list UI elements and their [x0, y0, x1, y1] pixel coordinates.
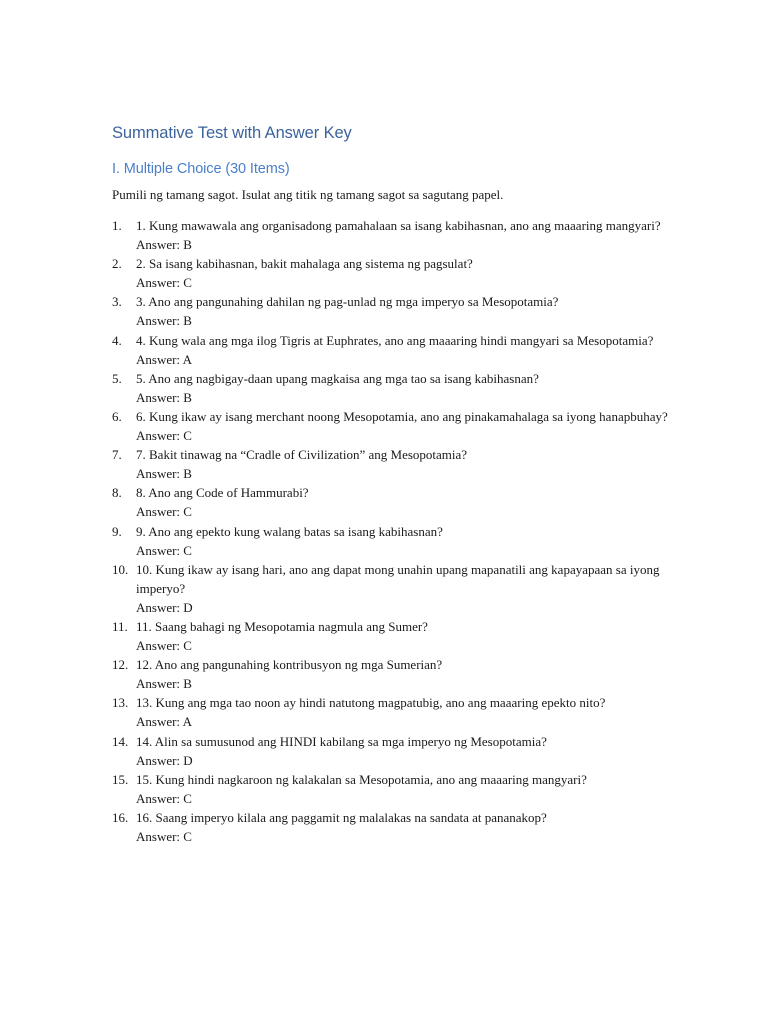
question-number: 11.	[112, 618, 128, 634]
question-text: 4. Kung wala ang mga ilog Tigris at Euphrates, ano ang maaaring hindi mangyari sa Mesopotamia?	[136, 332, 654, 348]
question-number: 10.	[112, 561, 129, 577]
question-item	[112, 655, 672, 693]
question-item	[112, 617, 672, 655]
question-number: 14.	[112, 733, 129, 749]
question-number: 13.	[112, 695, 129, 711]
question-text: 8. Ano ang Code of Hammurabi?	[136, 485, 309, 501]
answer-key: Answer: B	[136, 237, 192, 253]
question-number: 3.	[112, 294, 122, 310]
question-text: 6. Kung ikaw ay isang merchant noong Mesopotamia, ano ang pinakamahalaga sa iyong hanapbuhay?	[136, 408, 668, 424]
question-number: 6.	[112, 408, 122, 424]
question-text: 16. Saang imperyo kilala ang paggamit ng malalakas na sandata at pananakop?	[136, 809, 547, 825]
question-number: 12.	[112, 657, 129, 673]
question-item	[112, 808, 672, 846]
answer-key: Answer: C	[136, 504, 192, 520]
question-number: 2.	[112, 256, 122, 272]
question-number: 5.	[112, 370, 122, 386]
question-item	[112, 445, 672, 483]
question-number: 15.	[112, 771, 129, 787]
answer-key: Answer: A	[136, 714, 192, 730]
answer-key: Answer: B	[136, 313, 192, 329]
question-list	[112, 216, 672, 846]
question-item	[112, 693, 672, 731]
answer-key: Answer: B	[136, 389, 192, 405]
instructions-text: Pumili ng tamang sagot. Isulat ang titik ng tamang sagot sa sagutang papel.	[112, 187, 504, 202]
question-text: 12. Ano ang pangunahing kontribusyon ng mga Sumerian?	[136, 657, 443, 673]
answer-key: Answer: A	[136, 351, 192, 367]
answer-key: Answer: C	[136, 542, 192, 558]
question-item	[112, 331, 672, 369]
question-text: 9. Ano ang epekto kung walang batas sa isang kabihasnan?	[136, 523, 443, 539]
question-item	[112, 254, 672, 292]
question-item	[112, 483, 672, 521]
question-text: 11. Saang bahagi ng Mesopotamia nagmula ang Sumer?	[136, 618, 428, 634]
question-item	[112, 292, 672, 330]
question-item	[112, 369, 672, 407]
answer-key: Answer: B	[136, 466, 192, 482]
document-title: Summative Test with Answer Key	[112, 124, 352, 142]
question-item	[112, 407, 672, 445]
question-text: 3. Ano ang pangunahing dahilan ng pag-unlad ng mga imperyo sa Mesopotamia?	[136, 294, 559, 310]
answer-key: Answer: D	[136, 752, 193, 768]
answer-key: Answer: C	[136, 428, 192, 444]
question-item	[112, 770, 672, 808]
question-number: 8.	[112, 485, 122, 501]
answer-key: Answer: B	[136, 676, 192, 692]
question-item	[112, 732, 672, 770]
question-text: 7. Bakit tinawag na “Cradle of Civilization” ang Mesopotamia?	[136, 447, 468, 463]
question-text: 14. Alin sa sumusunod ang HINDI kabilang sa mga imperyo ng Mesopotamia?	[136, 733, 547, 749]
question-number: 1.	[112, 218, 122, 233]
question-item	[112, 216, 672, 254]
question-text: 13. Kung ang mga tao noon ay hindi natutong magpatubig, ano ang maaaring epekto nito?	[136, 695, 606, 711]
question-text: 1. Kung mawawala ang organisadong pamahalaan sa isang kabihasnan, ano ang maaaring mangyari?	[136, 218, 661, 233]
answer-key: Answer: D	[136, 599, 193, 615]
question-text: 2. Sa isang kabihasnan, bakit mahalaga ang sistema ng pagsulat?	[136, 256, 473, 272]
question-text: 15. Kung hindi nagkaroon ng kalakalan sa Mesopotamia, ano ang maaaring mangyari?	[136, 771, 587, 787]
section-heading: I. Multiple Choice (30 Items)	[112, 161, 290, 177]
answer-key: Answer: C	[136, 638, 192, 654]
question-number: 7.	[112, 447, 122, 463]
question-number: 9.	[112, 523, 122, 539]
question-item	[112, 560, 672, 617]
question-item	[112, 522, 672, 560]
question-text: 5. Ano ang nagbigay-daan upang magkaisa ang mga tao sa isang kabihasnan?	[136, 370, 539, 386]
question-number: 4.	[112, 332, 122, 348]
question-text: 10. Kung ikaw ay isang hari, ano ang dapat mong unahin upang mapanatili ang kapayapaan sa iyong imperyo?	[136, 561, 660, 596]
question-number: 16.	[112, 809, 129, 825]
answer-key: Answer: C	[136, 275, 192, 291]
answer-key: Answer: C	[136, 790, 192, 806]
answer-key: Answer: C	[136, 829, 192, 844]
